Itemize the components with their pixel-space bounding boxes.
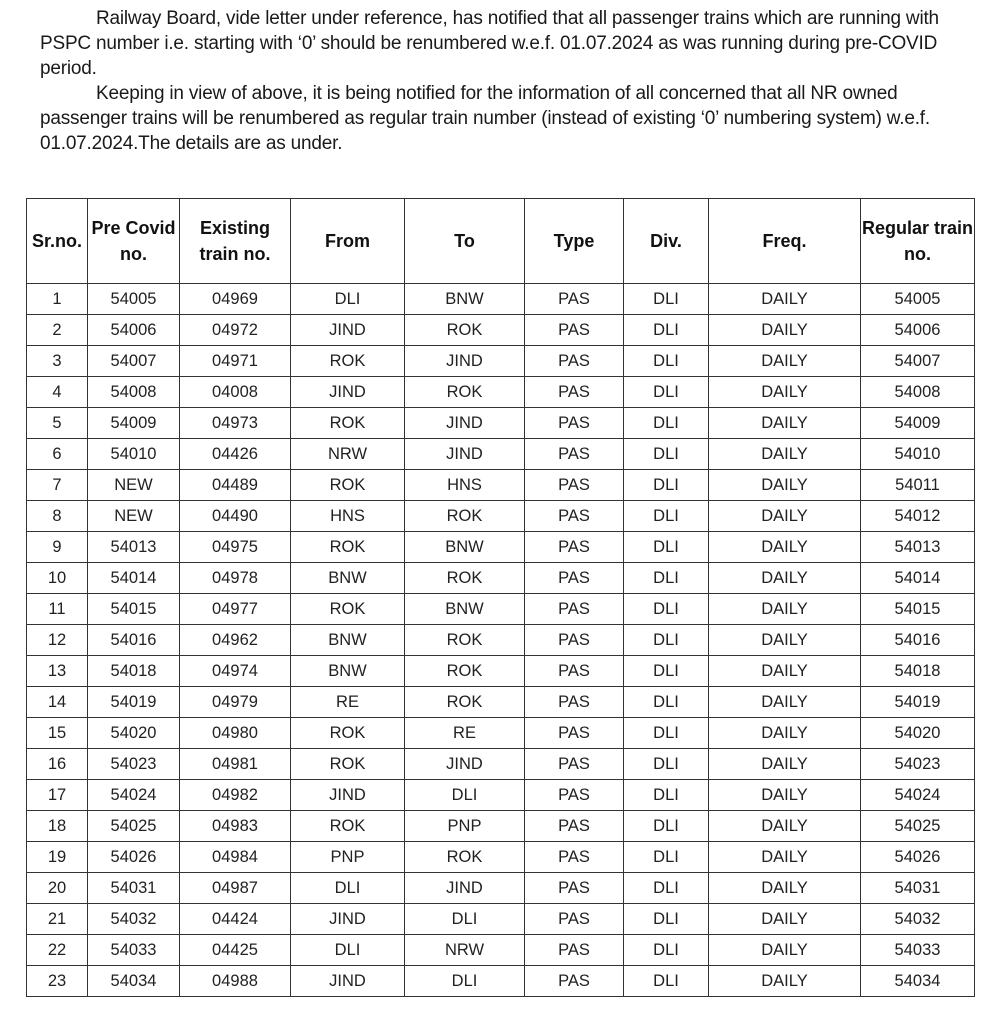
cell-div: DLI [624,935,709,966]
cell-regular-train-no: 54009 [861,408,975,439]
cell-regular-train-no: 54031 [861,873,975,904]
cell-regular-train-no: 54034 [861,966,975,997]
cell-pre-covid-no: NEW [88,470,180,501]
cell-from: ROK [291,346,405,377]
cell-sr-no: 4 [27,377,88,408]
cell-to: ROK [405,625,525,656]
cell-regular-train-no: 54018 [861,656,975,687]
cell-regular-train-no: 54014 [861,563,975,594]
cell-div: DLI [624,284,709,315]
cell-pre-covid-no: 54019 [88,687,180,718]
cell-from: DLI [291,284,405,315]
cell-pre-covid-no: 54020 [88,718,180,749]
cell-freq: DAILY [709,377,861,408]
cell-to: DLI [405,780,525,811]
cell-regular-train-no: 54024 [861,780,975,811]
cell-existing-train-no: 04981 [180,749,291,780]
table-row [27,873,975,904]
table-row [27,346,975,377]
cell-sr-no: 3 [27,346,88,377]
cell-type: PAS [525,656,624,687]
cell-div: DLI [624,501,709,532]
cell-freq: DAILY [709,811,861,842]
cell-sr-no: 5 [27,408,88,439]
cell-existing-train-no: 04490 [180,501,291,532]
cell-from: JIND [291,780,405,811]
cell-to: ROK [405,501,525,532]
train-renumbering-table [26,198,975,997]
cell-type: PAS [525,594,624,625]
cell-to: JIND [405,749,525,780]
cell-from: BNW [291,656,405,687]
cell-pre-covid-no: 54025 [88,811,180,842]
cell-div: DLI [624,687,709,718]
cell-type: PAS [525,315,624,346]
table-row [27,470,975,501]
cell-sr-no: 17 [27,780,88,811]
cell-from: ROK [291,749,405,780]
table-row [27,501,975,532]
table-row [27,563,975,594]
cell-regular-train-no: 54008 [861,377,975,408]
cell-sr-no: 6 [27,439,88,470]
cell-pre-covid-no: 54005 [88,284,180,315]
cell-div: DLI [624,842,709,873]
cell-sr-no: 23 [27,966,88,997]
cell-type: PAS [525,687,624,718]
header-type: Type [525,199,624,284]
cell-type: PAS [525,811,624,842]
cell-existing-train-no: 04425 [180,935,291,966]
table-row [27,935,975,966]
cell-pre-covid-no: 54031 [88,873,180,904]
cell-type: PAS [525,873,624,904]
cell-to: PNP [405,811,525,842]
cell-type: PAS [525,563,624,594]
cell-freq: DAILY [709,842,861,873]
cell-from: BNW [291,625,405,656]
cell-freq: DAILY [709,966,861,997]
cell-to: HNS [405,470,525,501]
cell-div: DLI [624,532,709,563]
cell-pre-covid-no: 54013 [88,532,180,563]
cell-pre-covid-no: 54006 [88,315,180,346]
cell-div: DLI [624,408,709,439]
cell-to: JIND [405,439,525,470]
cell-regular-train-no: 54011 [861,470,975,501]
cell-regular-train-no: 54025 [861,811,975,842]
cell-sr-no: 12 [27,625,88,656]
cell-pre-covid-no: 54023 [88,749,180,780]
cell-freq: DAILY [709,594,861,625]
cell-freq: DAILY [709,284,861,315]
cell-regular-train-no: 54020 [861,718,975,749]
table-row [27,749,975,780]
cell-regular-train-no: 54012 [861,501,975,532]
cell-sr-no: 11 [27,594,88,625]
cell-freq: DAILY [709,656,861,687]
cell-pre-covid-no: 54010 [88,439,180,470]
cell-existing-train-no: 04971 [180,346,291,377]
cell-div: DLI [624,377,709,408]
table-row [27,625,975,656]
cell-pre-covid-no: NEW [88,501,180,532]
cell-from: DLI [291,873,405,904]
cell-freq: DAILY [709,935,861,966]
cell-existing-train-no: 04982 [180,780,291,811]
cell-div: DLI [624,656,709,687]
cell-regular-train-no: 54005 [861,284,975,315]
cell-from: RE [291,687,405,718]
cell-type: PAS [525,904,624,935]
table-header [27,199,975,284]
cell-regular-train-no: 54007 [861,346,975,377]
cell-sr-no: 1 [27,284,88,315]
cell-from: BNW [291,563,405,594]
table-row [27,408,975,439]
cell-to: BNW [405,284,525,315]
cell-sr-no: 20 [27,873,88,904]
table-row [27,594,975,625]
cell-freq: DAILY [709,408,861,439]
cell-freq: DAILY [709,532,861,563]
cell-to: ROK [405,377,525,408]
cell-freq: DAILY [709,718,861,749]
cell-pre-covid-no: 54032 [88,904,180,935]
cell-type: PAS [525,377,624,408]
cell-pre-covid-no: 54033 [88,935,180,966]
cell-sr-no: 14 [27,687,88,718]
cell-existing-train-no: 04979 [180,687,291,718]
cell-pre-covid-no: 54009 [88,408,180,439]
cell-freq: DAILY [709,346,861,377]
cell-from: HNS [291,501,405,532]
cell-existing-train-no: 04988 [180,966,291,997]
cell-existing-train-no: 04424 [180,904,291,935]
intro-paragraph-2: Keeping in view of above, it is being notified for the information of all concerned that all NR owned passenger trains will be renumbered as regular train number (instead of existing ‘0’ numbering system) w.e.f. 01.07.2024.The details are as under. [40,83,930,154]
cell-existing-train-no: 04987 [180,873,291,904]
cell-pre-covid-no: 54018 [88,656,180,687]
cell-existing-train-no: 04975 [180,532,291,563]
table-row [27,780,975,811]
cell-existing-train-no: 04984 [180,842,291,873]
cell-sr-no: 19 [27,842,88,873]
cell-div: DLI [624,873,709,904]
cell-div: DLI [624,749,709,780]
cell-div: DLI [624,470,709,501]
cell-pre-covid-no: 54007 [88,346,180,377]
intro-text [40,6,940,156]
table-row [27,687,975,718]
cell-pre-covid-no: 54026 [88,842,180,873]
cell-existing-train-no: 04978 [180,563,291,594]
cell-existing-train-no: 04962 [180,625,291,656]
cell-type: PAS [525,966,624,997]
cell-div: DLI [624,439,709,470]
cell-freq: DAILY [709,439,861,470]
cell-sr-no: 21 [27,904,88,935]
cell-to: JIND [405,346,525,377]
header-sr-no: Sr.no. [27,199,88,284]
cell-sr-no: 7 [27,470,88,501]
cell-freq: DAILY [709,873,861,904]
cell-div: DLI [624,718,709,749]
cell-to: ROK [405,563,525,594]
cell-div: DLI [624,563,709,594]
cell-from: JIND [291,966,405,997]
cell-existing-train-no: 04426 [180,439,291,470]
cell-freq: DAILY [709,904,861,935]
cell-div: DLI [624,811,709,842]
cell-to: DLI [405,966,525,997]
cell-regular-train-no: 54026 [861,842,975,873]
cell-regular-train-no: 54019 [861,687,975,718]
cell-regular-train-no: 54032 [861,904,975,935]
cell-div: DLI [624,780,709,811]
cell-sr-no: 22 [27,935,88,966]
cell-to: ROK [405,315,525,346]
intro-paragraph-1: Railway Board, vide letter under reference, has notified that all passenger trains which are running with PSPC number i.e. starting with ‘0’ should be renumbered w.e.f. 01.07.2024 as was running during pre-COVID period. [40,8,939,79]
cell-freq: DAILY [709,687,861,718]
header-to: To [405,199,525,284]
cell-regular-train-no: 54016 [861,625,975,656]
cell-from: ROK [291,470,405,501]
cell-sr-no: 13 [27,656,88,687]
cell-type: PAS [525,749,624,780]
cell-to: ROK [405,687,525,718]
cell-to: DLI [405,904,525,935]
cell-to: BNW [405,594,525,625]
header-freq: Freq. [709,199,861,284]
cell-sr-no: 2 [27,315,88,346]
cell-to: JIND [405,873,525,904]
cell-existing-train-no: 04972 [180,315,291,346]
table-body [27,284,975,997]
table-row [27,718,975,749]
cell-sr-no: 8 [27,501,88,532]
cell-pre-covid-no: 54008 [88,377,180,408]
cell-regular-train-no: 54013 [861,532,975,563]
cell-regular-train-no: 54010 [861,439,975,470]
cell-existing-train-no: 04973 [180,408,291,439]
table-row [27,842,975,873]
cell-type: PAS [525,439,624,470]
cell-from: NRW [291,439,405,470]
cell-type: PAS [525,842,624,873]
cell-existing-train-no: 04969 [180,284,291,315]
cell-existing-train-no: 04980 [180,718,291,749]
cell-freq: DAILY [709,780,861,811]
cell-existing-train-no: 04977 [180,594,291,625]
cell-type: PAS [525,346,624,377]
cell-div: DLI [624,966,709,997]
cell-existing-train-no: 04983 [180,811,291,842]
cell-regular-train-no: 54023 [861,749,975,780]
cell-sr-no: 16 [27,749,88,780]
table-row [27,439,975,470]
cell-pre-covid-no: 54016 [88,625,180,656]
table-row [27,811,975,842]
cell-div: DLI [624,625,709,656]
cell-freq: DAILY [709,749,861,780]
cell-from: JIND [291,315,405,346]
header-div: Div. [624,199,709,284]
table-row [27,284,975,315]
cell-type: PAS [525,532,624,563]
cell-to: ROK [405,842,525,873]
cell-regular-train-no: 54006 [861,315,975,346]
cell-sr-no: 9 [27,532,88,563]
cell-existing-train-no: 04974 [180,656,291,687]
cell-regular-train-no: 54033 [861,935,975,966]
cell-type: PAS [525,935,624,966]
cell-type: PAS [525,780,624,811]
cell-pre-covid-no: 54015 [88,594,180,625]
cell-existing-train-no: 04489 [180,470,291,501]
cell-to: JIND [405,408,525,439]
cell-existing-train-no: 04008 [180,377,291,408]
cell-from: PNP [291,842,405,873]
cell-sr-no: 10 [27,563,88,594]
cell-div: DLI [624,594,709,625]
cell-from: JIND [291,904,405,935]
cell-to: ROK [405,656,525,687]
cell-pre-covid-no: 54034 [88,966,180,997]
cell-freq: DAILY [709,501,861,532]
cell-freq: DAILY [709,315,861,346]
cell-from: JIND [291,377,405,408]
cell-from: ROK [291,718,405,749]
header-row [27,199,975,284]
cell-type: PAS [525,501,624,532]
table-row [27,532,975,563]
cell-to: NRW [405,935,525,966]
cell-div: DLI [624,315,709,346]
cell-freq: DAILY [709,563,861,594]
cell-div: DLI [624,346,709,377]
cell-pre-covid-no: 54014 [88,563,180,594]
header-regular-train-no: Regular train no. [861,199,975,284]
cell-freq: DAILY [709,625,861,656]
cell-type: PAS [525,284,624,315]
header-pre-covid-no: Pre Covid no. [88,199,180,284]
cell-from: ROK [291,811,405,842]
cell-sr-no: 15 [27,718,88,749]
table-row [27,904,975,935]
cell-type: PAS [525,408,624,439]
cell-to: RE [405,718,525,749]
cell-from: ROK [291,532,405,563]
header-existing-train-no: Existing train no. [180,199,291,284]
cell-type: PAS [525,470,624,501]
table-row [27,377,975,408]
cell-sr-no: 18 [27,811,88,842]
cell-pre-covid-no: 54024 [88,780,180,811]
cell-from: ROK [291,408,405,439]
cell-to: BNW [405,532,525,563]
cell-regular-train-no: 54015 [861,594,975,625]
cell-from: DLI [291,935,405,966]
table-row [27,656,975,687]
cell-type: PAS [525,625,624,656]
table-row [27,966,975,997]
cell-div: DLI [624,904,709,935]
cell-from: ROK [291,594,405,625]
header-from: From [291,199,405,284]
table-row [27,315,975,346]
cell-freq: DAILY [709,470,861,501]
cell-type: PAS [525,718,624,749]
